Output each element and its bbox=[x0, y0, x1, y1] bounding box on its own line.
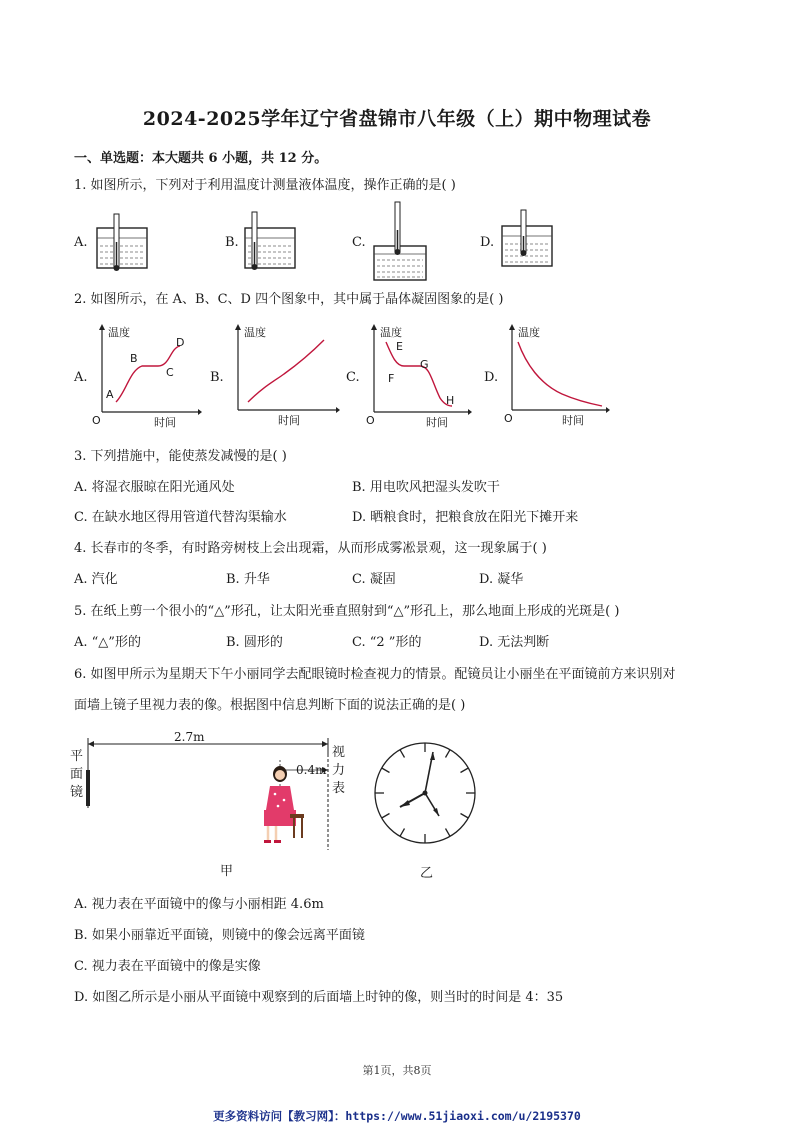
q2a-origin: O bbox=[92, 414, 101, 427]
question-4-stem: 4. 长春市的冬季，有时路旁树枝上会出现霜，从而形成雾凇景观，这一现象属于( ) bbox=[74, 541, 547, 556]
q2c-xlabel: 时间 bbox=[426, 416, 448, 429]
q2d-ylabel: 温度 bbox=[518, 326, 540, 339]
q2-graph-a bbox=[90, 322, 202, 432]
q5-option-a: A. “△”形的 bbox=[74, 635, 141, 650]
q4-option-b: B. 升华 bbox=[226, 572, 270, 587]
q2c-origin: O bbox=[366, 414, 375, 427]
q6-mirror-label: 平面镜 bbox=[70, 749, 84, 800]
q6-distance-0-4m: 0.4m bbox=[296, 763, 327, 777]
page-title: 2024-2025学年辽宁省盘锦市八年级（上）期中物理试卷 bbox=[142, 108, 652, 130]
q5-option-d: D. 无法判断 bbox=[479, 635, 550, 650]
q6-figure-yi bbox=[370, 738, 480, 888]
q2c-point-g: G bbox=[420, 358, 429, 371]
section-heading: 一、单选题：本大题共 6 小题，共 12 分。 bbox=[74, 151, 328, 166]
question-6-stem-line2: 面墙上镜子里视力表的像。根据图中信息判断下面的说法正确的是( ) bbox=[74, 698, 466, 713]
q1-option-a-label: A. bbox=[74, 235, 88, 250]
q2-option-a-label: A. bbox=[74, 370, 88, 385]
q6-option-c: C. 视力表在平面镜中的像是实像 bbox=[74, 959, 261, 974]
q2c-point-f: F bbox=[388, 372, 395, 385]
q2a-xlabel: 时间 bbox=[154, 416, 176, 429]
q1-option-c-label: C. bbox=[352, 235, 366, 250]
q2d-xlabel: 时间 bbox=[562, 414, 584, 427]
question-6-stem-line1: 6. 如图甲所示为星期天下午小丽同学去配眼镜时检查视力的情景。配镜员让小丽坐在平面镜前方来识别对 bbox=[74, 667, 676, 682]
q1-beaker-c bbox=[368, 200, 432, 284]
q2-option-d-label: D. bbox=[484, 370, 499, 385]
question-5-stem: 5. 在纸上剪一个很小的“△”形孔，让太阳光垂直照射到“△”形孔上，那么地面上形成的光斑是( ) bbox=[74, 604, 620, 619]
q6-option-d: D. 如图乙所示是小丽从平面镜中观察到的后面墙上时钟的像，则当时的时间是 4：35 bbox=[74, 990, 564, 1005]
question-2-stem: 2. 如图所示，在 A、B、C、D 四个图象中，其中属于晶体凝固图象的是( ) bbox=[74, 292, 504, 307]
q1-option-b-label: B. bbox=[225, 235, 239, 250]
q2a-point-a: A bbox=[106, 388, 114, 401]
q6-figure-jia bbox=[70, 730, 360, 880]
q1-beaker-d bbox=[497, 208, 557, 270]
q3-option-b: B. 用电吹风把湿头发吹干 bbox=[352, 480, 500, 495]
q4-option-d: D. 凝华 bbox=[479, 572, 524, 587]
footer-link[interactable]: 更多资料访问【教习网】：https://www.51jiaoxi.com/u/2195370 bbox=[213, 1109, 581, 1123]
q4-option-c: C. 凝固 bbox=[352, 572, 396, 587]
q2b-ylabel: 温度 bbox=[244, 326, 266, 339]
question-3-stem: 3. 下列措施中，能使蒸发减慢的是( ) bbox=[74, 449, 287, 464]
q6-option-a: A. 视力表在平面镜中的像与小丽相距 4.6m bbox=[74, 897, 324, 912]
q6-distance-2-7m: 2.7m bbox=[174, 730, 205, 744]
q2c-point-h: H bbox=[446, 394, 455, 407]
q2c-ylabel: 温度 bbox=[380, 326, 402, 339]
q6-option-b: B. 如果小丽靠近平面镜，则镜中的像会远离平面镜 bbox=[74, 928, 365, 943]
q2c-point-e: E bbox=[396, 340, 403, 353]
q3-option-c: C. 在缺水地区得用管道代替沟渠输水 bbox=[74, 510, 287, 525]
q2d-origin: O bbox=[504, 412, 513, 425]
q2-option-b-label: B. bbox=[210, 370, 224, 385]
q2-option-c-label: C. bbox=[346, 370, 360, 385]
q5-option-c: C. “2 ”形的 bbox=[352, 635, 422, 650]
q2b-xlabel: 时间 bbox=[278, 414, 300, 427]
question-1-stem: 1. 如图所示，下列对于利用温度计测量液体温度，操作正确的是( ) bbox=[74, 178, 456, 193]
q6-figure-jia-label: 甲 bbox=[220, 864, 234, 879]
q2a-point-d: D bbox=[176, 336, 185, 349]
q2a-ylabel: 温度 bbox=[108, 326, 130, 339]
q1-beaker-a bbox=[92, 212, 152, 272]
q3-option-d: D. 晒粮食时，把粮食放在阳光下摊开来 bbox=[352, 510, 579, 525]
q6-chart-label: 视力表 bbox=[332, 745, 346, 796]
q5-option-b: B. 圆形的 bbox=[226, 635, 283, 650]
q1-option-d-label: D. bbox=[480, 235, 495, 250]
page-number: 第1页，共8页 bbox=[362, 1064, 432, 1077]
q2-graph-d bbox=[502, 322, 614, 432]
q6-figure-yi-label: 乙 bbox=[420, 866, 434, 881]
q2a-point-c: C bbox=[166, 366, 174, 379]
q2-graph-b bbox=[228, 322, 340, 432]
q2a-point-b: B bbox=[130, 352, 138, 365]
q2-graph-c bbox=[364, 322, 476, 432]
q3-option-a: A. 将湿衣服晾在阳光通风处 bbox=[74, 480, 235, 495]
q4-option-a: A. 汽化 bbox=[74, 572, 118, 587]
q1-beaker-b bbox=[240, 210, 300, 272]
